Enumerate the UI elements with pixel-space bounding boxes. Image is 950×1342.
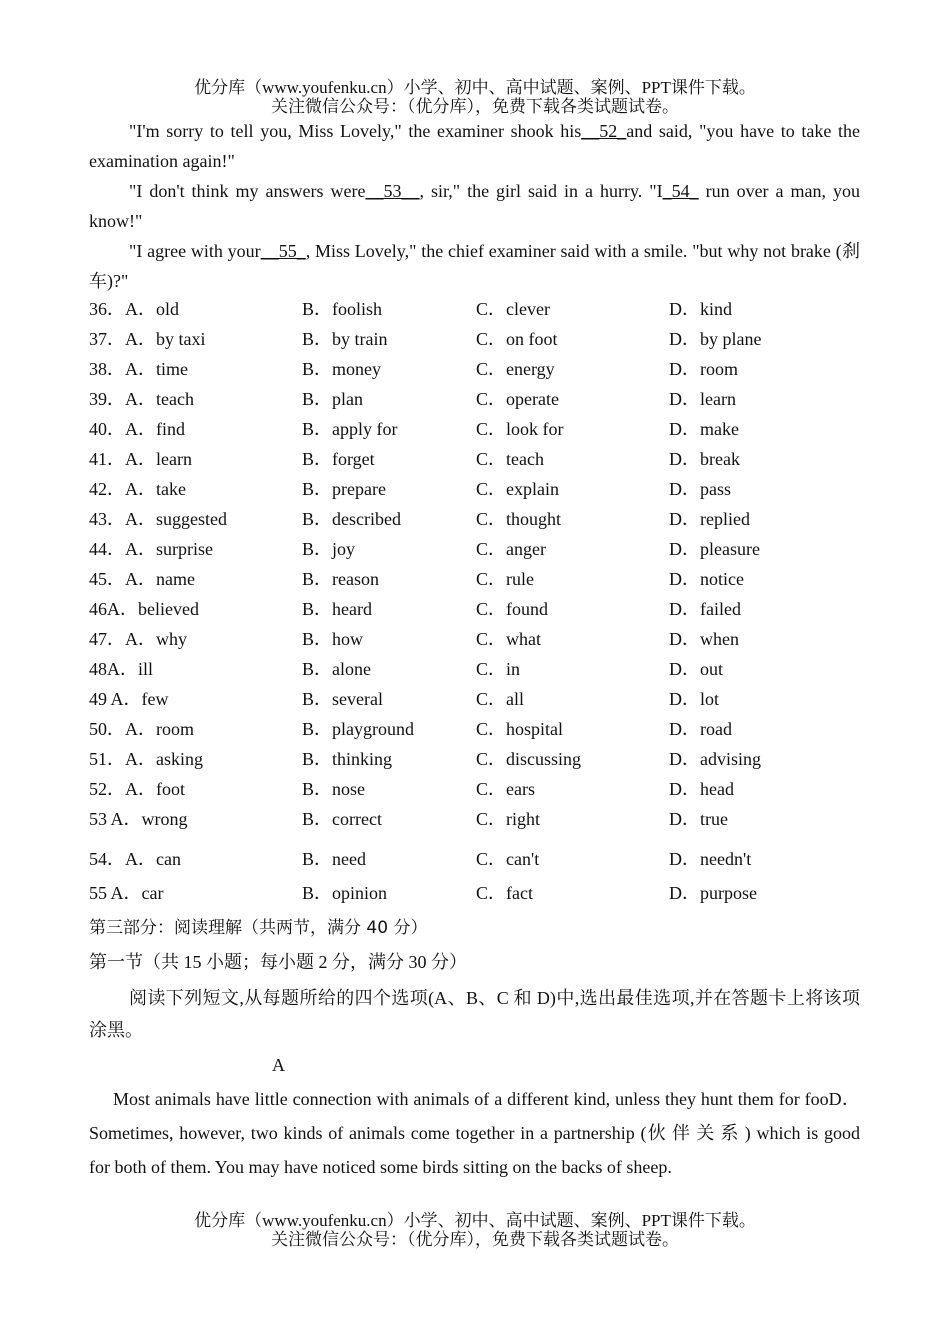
option-a: 36．A．old [89, 299, 179, 319]
option-b: B．by train [302, 329, 388, 349]
option-row [89, 564, 869, 594]
option-b: B．alone [302, 659, 371, 679]
option-row [89, 714, 869, 744]
option-d: D．replied [669, 509, 750, 529]
option-c: C．fact [476, 883, 533, 903]
option-d: D．head [669, 779, 734, 799]
option-row [89, 324, 869, 354]
header-line-2: 关注微信公众号：（优分库），免费下载各类试题试卷。 [271, 97, 679, 116]
option-a: 46A．believed [89, 599, 199, 619]
option-d: D．true [669, 809, 728, 829]
option-row [89, 354, 869, 384]
option-c: C．ears [476, 779, 535, 799]
option-b: B．thinking [302, 749, 393, 769]
paragraph-text: "I'm sorry to tell you, Miss Lovely," the examiner shook his [129, 121, 582, 141]
option-b: B．joy [302, 539, 356, 559]
option-c: C．teach [476, 449, 544, 469]
reading-passage [89, 1082, 860, 1184]
section-subtitle: 第一节（共 15 小题；每小题 2 分，满分 30 分） [89, 952, 467, 972]
paragraph-text: run over a man, you know!" [89, 181, 860, 231]
option-a: 39．A．teach [89, 389, 194, 409]
option-b: B．foolish [302, 299, 383, 319]
option-c: C．thought [476, 509, 562, 529]
option-a: 52．A．foot [89, 779, 185, 799]
option-row [89, 878, 869, 908]
blank-52: __52_ [581, 121, 627, 141]
blank-54: _54_ [662, 181, 699, 201]
option-row [89, 654, 869, 684]
option-b: B．several [302, 689, 383, 709]
option-c: C．found [476, 599, 548, 619]
option-b: B．apply for [302, 419, 398, 439]
option-d: D．make [669, 419, 739, 439]
header-line-1: 优分库（www.youfenku.cn）小学、初中、高中试题、案例、PPT课件下载。 [194, 78, 756, 97]
option-a: 41．A．learn [89, 449, 192, 469]
option-c: C．clever [476, 299, 550, 319]
option-row [89, 294, 869, 324]
option-a: 40．A．find [89, 419, 185, 439]
option-c: C．anger [476, 539, 546, 559]
option-row [89, 684, 869, 714]
option-b: B．correct [302, 809, 382, 829]
option-a: 45．A．name [89, 569, 195, 589]
option-a: 54．A．can [89, 849, 181, 869]
option-d: D．learn [669, 389, 736, 409]
footer-line-1: 优分库（www.youfenku.cn）小学、初中、高中试题、案例、PPT课件下载。 [194, 1211, 756, 1230]
option-a: 48A．ill [89, 659, 154, 679]
option-b: B．how [302, 629, 364, 649]
option-row [89, 624, 869, 654]
footer-line-2: 关注微信公众号：（优分库），免费下载各类试题试卷。 [271, 1230, 679, 1249]
option-c: C．right [476, 809, 541, 829]
option-b: B．reason [302, 569, 379, 589]
option-a: 49 A．few [89, 689, 169, 709]
option-c: C．look for [476, 419, 564, 439]
option-row [89, 474, 869, 504]
option-d: D．pass [669, 479, 731, 499]
option-d: D．room [669, 359, 738, 379]
option-d: D．needn't [669, 849, 752, 869]
option-d: D．by plane [669, 329, 762, 349]
option-d: D．pleasure [669, 539, 760, 559]
option-b: B．opinion [302, 883, 388, 903]
option-b: B．described [302, 509, 401, 529]
option-d: D．purpose [669, 883, 757, 903]
option-b: B．heard [302, 599, 372, 619]
passage-gloss: 伙伴关系 [646, 1123, 745, 1143]
option-a: 42．A．take [89, 479, 186, 499]
paragraph-text: "I don't think my answers were [129, 181, 366, 201]
option-b: B．nose [302, 779, 365, 799]
option-b: B．prepare [302, 479, 386, 499]
reading-instruction: 阅读下列短文,从每题所给的四个选项(A、B、C 和 D)中,选出最佳选项,并在答题卡上将该项涂黑。 [89, 988, 860, 1040]
option-d: D．failed [669, 599, 741, 619]
option-d: D．advising [669, 749, 761, 769]
option-c: C．can't [476, 849, 540, 869]
option-c: C．rule [476, 569, 534, 589]
option-row [89, 414, 869, 444]
option-d: D．when [669, 629, 739, 649]
option-b: B．plan [302, 389, 363, 409]
option-a: 44．A．surprise [89, 539, 213, 559]
option-d: D．break [669, 449, 740, 469]
option-row [89, 384, 869, 414]
option-a: 55 A．car [89, 883, 164, 903]
option-row [89, 804, 869, 834]
section-title: 第三部分：阅读理解（共两节，满分 40 分） [89, 918, 428, 938]
option-c: C．on foot [476, 329, 558, 349]
option-c: C．energy [476, 359, 555, 379]
option-row [89, 504, 869, 534]
option-c: C．hospital [476, 719, 564, 739]
paragraph-text: "I agree with your [129, 241, 261, 261]
option-d: D．notice [669, 569, 744, 589]
option-a: 38．A．time [89, 359, 188, 379]
blank-55: __55_ [260, 241, 306, 261]
passage-text: Most animals have little connection with animals of a different kind, unless they hunt them for fooD．Sometimes, however, two kinds of animals come together in a partnership ( [89, 1089, 860, 1143]
option-c: C．discussing [476, 749, 582, 769]
option-d: D．kind [669, 299, 732, 319]
option-b: B．playground [302, 719, 414, 739]
blank-53: __53__ [365, 181, 420, 201]
option-a: 53 A．wrong [89, 809, 188, 829]
option-c: C．explain [476, 479, 559, 499]
paragraph-text: , sir," the girl said in a hurry. "I [419, 181, 663, 201]
option-d: D．lot [669, 689, 720, 709]
option-c: C．operate [476, 389, 559, 409]
option-row [89, 844, 869, 874]
story-paragraph-55 [89, 236, 860, 296]
option-c: C．what [476, 629, 541, 649]
passage-label: A [272, 1055, 285, 1075]
option-row [89, 444, 869, 474]
story-paragraph-53-54 [89, 176, 860, 236]
option-a: 50．A．room [89, 719, 194, 739]
option-row [89, 594, 869, 624]
option-c: C．all [476, 689, 524, 709]
option-d: D．road [669, 719, 732, 739]
paragraph-text: , Miss Lovely," the chief examiner said with a smile. "but why not brake (刹车)?" [89, 241, 860, 291]
option-b: B．need [302, 849, 366, 869]
page-footer [0, 1211, 950, 1249]
option-b: B．money [302, 359, 381, 379]
option-row [89, 774, 869, 804]
option-b: B．forget [302, 449, 375, 469]
option-a: 51．A．asking [89, 749, 203, 769]
option-c: C．in [476, 659, 521, 679]
paragraph-text: and said, "you have to take the examination again!" [89, 121, 860, 171]
story-paragraph-52 [89, 116, 860, 176]
passage-text: ) which is good for both of them. You may have noticed some birds sitting on the backs of sheep. [89, 1123, 860, 1177]
option-a: 47．A．why [89, 629, 187, 649]
option-row [89, 744, 869, 774]
page-header [0, 78, 950, 116]
option-d: D．out [669, 659, 723, 679]
option-a: 43．A．suggested [89, 509, 227, 529]
option-row [89, 534, 869, 564]
option-a: 37．A．by taxi [89, 329, 206, 349]
